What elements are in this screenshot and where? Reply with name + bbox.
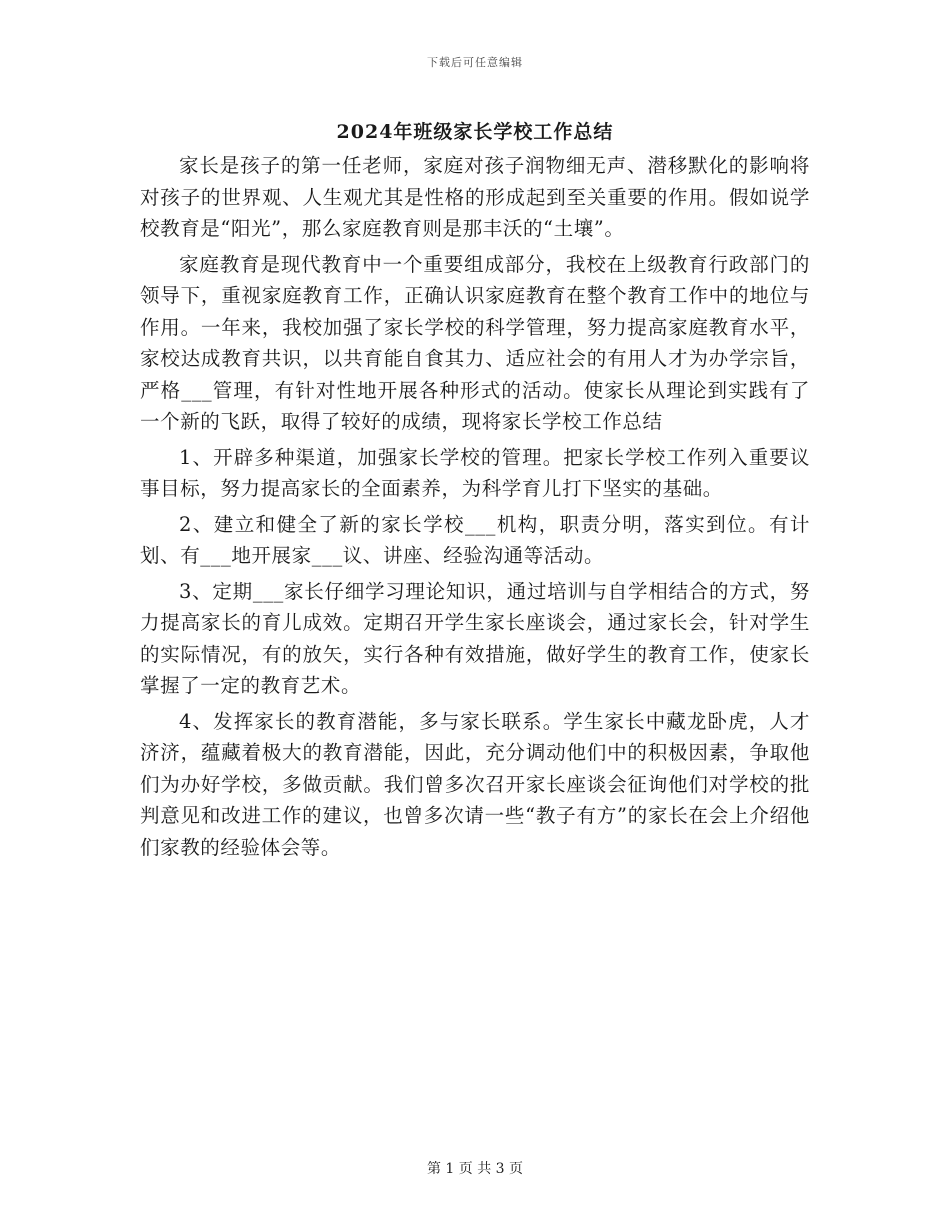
paragraph-item-1: 1、开辟多种渠道，加强家长学校的管理。把家长学校工作列入重要议事目标，努力提高家长的全面素养，为科学育儿打下坚实的基础。	[140, 445, 810, 500]
paragraph-item-3: 3、定期___家长仔细学习理论知识，通过培训与自学相结合的方式，努力提高家长的育儿成效。定期召开学生家长座谈会，通过家长会，针对学生的实际情况，有的放矢，实行各种有效措施，做好学生的教育工作，使家长掌握了一定的教育艺术。	[140, 579, 810, 697]
paragraph-item-4: 4、发挥家长的教育潜能，多与家长联系。学生家长中藏龙卧虎，人才济济，蕴藏着极大的教育潜能，因此，充分调动他们中的积极因素，争取他们为办好学校，多做贡献。我们曾多次召开家长座谈会征询他们对学校的批判意见和改进工作的建议，也曾多次请一些“教子有方”的家长在会上介绍他们家教的经验体会等。	[140, 709, 810, 859]
paragraph-overview: 家庭教育是现代教育中一个重要组成部分，我校在上级教育行政部门的领导下，重视家庭教育工作，正确认识家庭教育在整个教育工作中的地位与作用。一年来，我校加强了家长学校的科学管理，努力提高家庭教育水平，家校达成教育共识，以共育能自食其力、适应社会的有用人才为办学宗旨，严格___管理，有针对性地开展各种形式的活动。使家长从理论到实践有了一个新的飞跃，取得了较好的成绩，现将家长学校工作总结	[140, 252, 810, 433]
paragraph-item-2: 2、建立和健全了新的家长学校___机构，职责分明，落实到位。有计划、有___地开展家___议、讲座、经验沟通等活动。	[140, 512, 810, 567]
header-note: 下载后可任意编辑	[427, 56, 523, 69]
document-body	[140, 150, 810, 867]
page-number: 第 1 页 共 3 页	[426, 1161, 524, 1177]
document-title: 2024年班级家长学校工作总结	[336, 121, 614, 143]
paragraph-intro: 家长是孩子的第一任老师，家庭对孩子润物细无声、潜移默化的影响将对孩子的世界观、人生观尤其是性格的形成起到至关重要的作用。假如说学校教育是“阳光”，那么家庭教育则是那丰沃的“土壤”。	[140, 154, 810, 240]
